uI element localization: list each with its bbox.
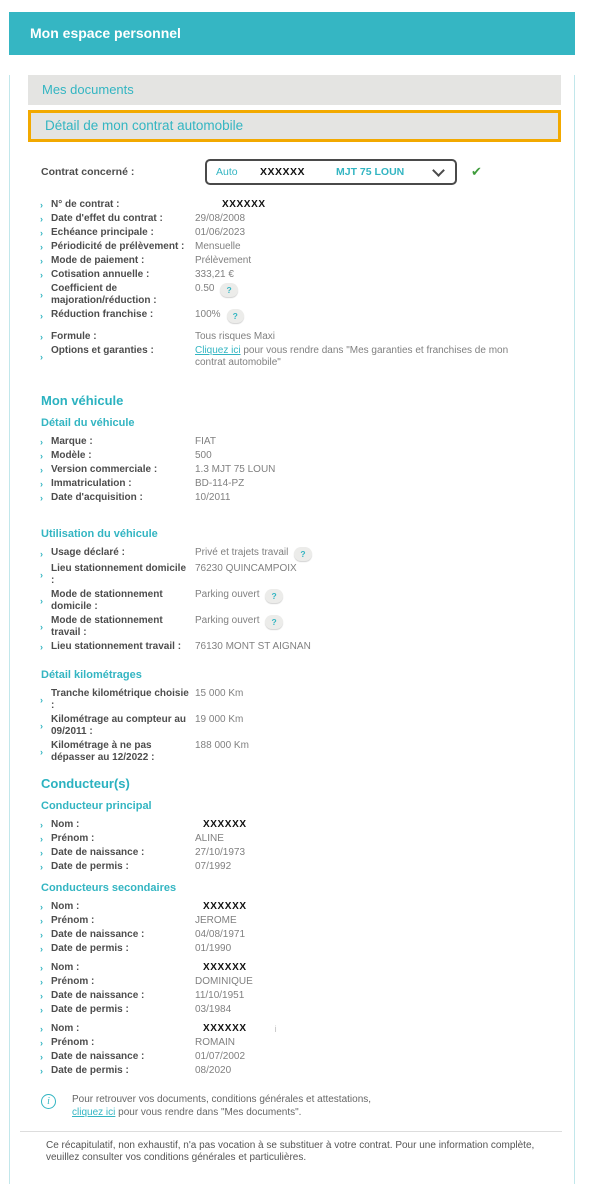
field-row: [40, 962, 574, 974]
field-row: [40, 255, 574, 267]
field-value-text: pour vous rendre dans "Mes garanties et franchises de mon contrat automobile": [195, 345, 509, 368]
field-row: [40, 464, 574, 476]
info-note-line2: [72, 1107, 301, 1118]
vehicle-mileage-fields: [40, 688, 574, 764]
subsection-kilometrages: Détail kilométrages: [41, 669, 142, 681]
field-label: Nom :: [51, 962, 80, 973]
field-row: [40, 269, 574, 281]
content-panel: [9, 75, 575, 1184]
chevron-right-icon: [40, 746, 51, 758]
chevron-right-icon: [40, 569, 51, 581]
help-icon[interactable]: ?: [227, 309, 244, 323]
chevron-right-icon: [40, 464, 51, 476]
chevron-right-icon: [40, 478, 51, 490]
vehicle-detail-fields: [40, 436, 574, 504]
field-value: 01/06/2023: [195, 227, 246, 238]
field-value: XXXXXX: [203, 1023, 247, 1034]
field-value: DOMINIQUE: [195, 976, 253, 987]
chevron-right-icon: [40, 227, 51, 239]
field-value: XXXXXX: [203, 819, 247, 830]
field-row: [40, 990, 574, 1002]
field-row: [40, 714, 574, 738]
chevron-right-icon: [40, 436, 51, 448]
garanties-link[interactable]: Cliquez ici: [195, 345, 241, 356]
field-label: Usage déclaré :: [51, 547, 125, 558]
cursor-mark: i: [274, 1024, 277, 1034]
field-label: Lieu stationnement domicile :: [51, 563, 187, 586]
chevron-right-icon: [40, 1023, 51, 1035]
vehicle-usage-fields: [40, 547, 574, 653]
field-row: [40, 943, 574, 955]
field-row: [40, 589, 574, 613]
field-value: 10/2011: [195, 492, 231, 503]
subsection-detail-vehicule: Détail du véhicule: [41, 417, 135, 429]
divider: [20, 1131, 562, 1132]
chevron-right-icon: [40, 833, 51, 845]
secondary-driver-1: [40, 901, 574, 955]
field-row: [40, 915, 574, 927]
field-label: Formule :: [51, 331, 97, 342]
field-row: [40, 227, 574, 239]
contract-selector-label: Contrat concerné :: [41, 166, 135, 178]
info-note-line2-text: pour vous rendre dans "Mes documents".: [118, 1107, 302, 1118]
field-row: [40, 1051, 574, 1063]
field-label: Lieu stationnement travail :: [51, 641, 182, 652]
section-title-vehicule: Mon véhicule: [41, 393, 124, 408]
field-label: Modèle :: [51, 450, 92, 461]
info-note-text: [72, 1093, 371, 1119]
field-row: [40, 1065, 574, 1077]
chevron-right-icon: [40, 901, 51, 913]
field-value: 100%: [195, 309, 221, 320]
chevron-right-icon: [40, 943, 51, 955]
secondary-driver-3: [40, 1023, 574, 1077]
field-label: Date de naissance :: [51, 929, 145, 940]
chevron-right-icon: [40, 351, 51, 363]
field-value: 0.50: [195, 283, 215, 294]
field-label: Nom :: [51, 901, 80, 912]
field-label: Mode de stationnement travail :: [51, 615, 163, 638]
field-value: BD-114-PZ: [195, 478, 245, 489]
field-label: Marque :: [51, 436, 93, 447]
field-value: 333,21 €: [195, 269, 234, 280]
field-value: 01/1990: [195, 943, 232, 954]
field-value: 08/2020: [195, 1065, 232, 1076]
field-value: Privé et trajets travail: [195, 547, 289, 558]
field-value: 76130 MONT ST AIGNAN: [195, 641, 311, 652]
contract-fields: [40, 199, 574, 369]
chevron-down-icon: [432, 164, 445, 177]
chevron-right-icon: [40, 1037, 51, 1049]
field-label: Date de naissance :: [51, 847, 145, 858]
field-value: Mensuelle: [195, 241, 241, 252]
chevron-right-icon: [40, 595, 51, 607]
nav-detail-contrat[interactable]: Détail de mon contrat automobile: [28, 110, 561, 142]
valid-check-icon: ✔: [471, 164, 482, 180]
chevron-right-icon: [40, 621, 51, 633]
principal-driver-fields: [40, 819, 574, 873]
chevron-right-icon: [40, 990, 51, 1002]
field-label: Prénom :: [51, 915, 95, 926]
chevron-right-icon: [40, 976, 51, 988]
field-label: Date d'effet du contrat :: [51, 213, 163, 224]
field-label: N° de contrat :: [51, 199, 120, 210]
field-row: [40, 740, 574, 764]
info-icon: i: [41, 1094, 56, 1109]
chevron-right-icon: [40, 1004, 51, 1016]
chevron-right-icon: [40, 241, 51, 253]
chevron-right-icon: [40, 694, 51, 706]
subsection-conducteur-principal: Conducteur principal: [41, 800, 152, 812]
field-label: Version commerciale :: [51, 464, 158, 475]
chevron-right-icon: [40, 819, 51, 831]
field-label: Prénom :: [51, 976, 95, 987]
field-value: XXXXXX: [203, 962, 247, 973]
chevron-right-icon: [40, 962, 51, 974]
field-row: [40, 331, 574, 343]
field-label: Date d'acquisition :: [51, 492, 143, 503]
documents-link[interactable]: cliquez ici: [72, 1107, 116, 1118]
field-value: 29/08/2008: [195, 213, 246, 224]
chevron-right-icon: [40, 720, 51, 732]
chevron-right-icon: [40, 213, 51, 225]
field-value: 15 000 Km: [195, 688, 244, 699]
chevron-right-icon: [40, 269, 51, 281]
field-value: 03/1984: [195, 1004, 232, 1015]
field-row: [40, 641, 574, 653]
field-row: [40, 901, 574, 913]
field-value: 19 000 Km: [195, 714, 244, 725]
field-row: [40, 213, 574, 225]
field-label: Options et garanties :: [51, 345, 154, 356]
field-row: [40, 309, 574, 323]
field-value: Tous risques Maxi: [195, 331, 276, 342]
field-row: [40, 492, 574, 504]
chevron-right-icon: [40, 492, 51, 504]
field-label: Date de permis :: [51, 1004, 129, 1015]
help-icon[interactable]: ?: [294, 547, 311, 561]
field-value: 1.3 MJT 75 LOUN: [195, 464, 276, 475]
chevron-right-icon: [40, 255, 51, 267]
field-value: 500: [195, 450, 212, 461]
field-value: 27/10/1973: [195, 847, 246, 858]
field-row: [40, 847, 574, 859]
field-label: Mode de stationnement domicile :: [51, 589, 163, 612]
chevron-right-icon: [40, 450, 51, 462]
field-label: Date de permis :: [51, 943, 129, 954]
chevron-right-icon: [40, 1065, 51, 1077]
field-label: Echéance principale :: [51, 227, 154, 238]
field-row: [40, 283, 574, 307]
chevron-right-icon: [40, 331, 51, 343]
field-value: 04/08/1971: [195, 929, 246, 940]
page: [0, 12, 600, 1184]
help-icon[interactable]: ?: [265, 589, 282, 603]
field-row: [40, 1037, 574, 1049]
chevron-right-icon: [40, 915, 51, 927]
section-title-conducteurs: Conducteur(s): [41, 776, 130, 791]
field-label: Prénom :: [51, 1037, 95, 1048]
field-row: [40, 563, 574, 587]
chevron-right-icon: [40, 199, 51, 211]
field-value: XXXXXX: [222, 199, 266, 210]
field-value: 01/07/2002: [195, 1051, 246, 1062]
contract-select[interactable]: [205, 159, 457, 185]
field-label: Réduction franchise :: [51, 309, 154, 320]
field-value: XXXXXX: [203, 901, 247, 912]
selected-option-model: MJT 75 LOUN: [336, 166, 405, 178]
contract-selector-row: [41, 159, 574, 185]
field-label: Date de naissance :: [51, 990, 145, 1001]
field-value: 07/1992: [195, 861, 232, 872]
field-label: Coefficient de majoration/réduction :: [51, 283, 157, 306]
chevron-right-icon: [40, 310, 51, 322]
field-row: [40, 615, 574, 639]
field-row: [40, 450, 574, 462]
field-label: Kilométrage au compteur au 09/2011 :: [51, 714, 187, 737]
field-row: [40, 688, 574, 712]
chevron-right-icon: [40, 641, 51, 653]
field-label: Date de naissance :: [51, 1051, 145, 1062]
info-note: [41, 1093, 561, 1119]
chevron-right-icon: [40, 1051, 51, 1063]
field-label: Date de permis :: [51, 1065, 129, 1076]
field-label: Mode de paiement :: [51, 255, 145, 266]
field-row: [40, 1004, 574, 1016]
chevron-right-icon: [40, 929, 51, 941]
field-row: [40, 345, 574, 369]
chevron-right-icon: [40, 861, 51, 873]
field-row: [40, 833, 574, 845]
field-label: Immatriculation :: [51, 478, 132, 489]
field-label: Tranche kilométrique choisie :: [51, 688, 189, 711]
field-row: [40, 1023, 574, 1035]
field-value: 76230 QUINCAMPOIX: [195, 563, 297, 574]
field-value: [195, 345, 530, 369]
field-row: [40, 241, 574, 253]
field-label: Nom :: [51, 819, 80, 830]
field-value: 188 000 Km: [195, 740, 249, 751]
field-value: JEROME: [195, 915, 237, 926]
field-row: [40, 976, 574, 988]
field-value: FIAT: [195, 436, 216, 447]
selected-option-type: Auto: [216, 166, 238, 178]
help-icon[interactable]: ?: [220, 283, 237, 297]
field-value: ALINE: [195, 833, 224, 844]
field-value: Parking ouvert: [195, 589, 260, 600]
subsection-utilisation: Utilisation du véhicule: [41, 528, 158, 540]
chevron-right-icon: [40, 548, 51, 560]
field-row: [40, 861, 574, 873]
chevron-right-icon: [40, 289, 51, 301]
nav-mes-documents[interactable]: Mes documents: [28, 75, 561, 105]
field-label: Date de permis :: [51, 861, 129, 872]
page-title: Mon espace personnel: [9, 12, 575, 55]
selected-option-number: XXXXXX: [260, 166, 306, 178]
field-value: Prélèvement: [195, 255, 252, 266]
footer-disclaimer: Ce récapitulatif, non exhaustif, n'a pas vocation à se substituer à votre contrat. Pour une information complète, veuillez consulter vos conditions générales et particulières.: [46, 1140, 535, 1163]
field-label: Cotisation annuelle :: [51, 269, 150, 280]
info-note-line1: Pour retrouver vos documents, conditions générales et attestations,: [72, 1094, 372, 1105]
field-value: Parking ouvert: [195, 615, 260, 626]
field-row: [40, 436, 574, 448]
field-label: Kilométrage à ne pas dépasser au 12/2022 :: [51, 740, 155, 763]
field-value: ROMAIN: [195, 1037, 235, 1048]
field-row: [40, 819, 574, 831]
field-label: Prénom :: [51, 833, 95, 844]
field-row: [40, 929, 574, 941]
field-label: Périodicité de prélèvement :: [51, 241, 185, 252]
field-row: [40, 199, 574, 211]
field-label: Nom :: [51, 1023, 80, 1034]
secondary-driver-2: [40, 962, 574, 1016]
subsection-conducteurs-secondaires: Conducteurs secondaires: [41, 882, 177, 894]
help-icon[interactable]: ?: [265, 615, 282, 629]
field-row: [40, 547, 574, 561]
chevron-right-icon: [40, 847, 51, 859]
field-row: [40, 478, 574, 490]
field-value: 11/10/1951: [195, 990, 245, 1001]
